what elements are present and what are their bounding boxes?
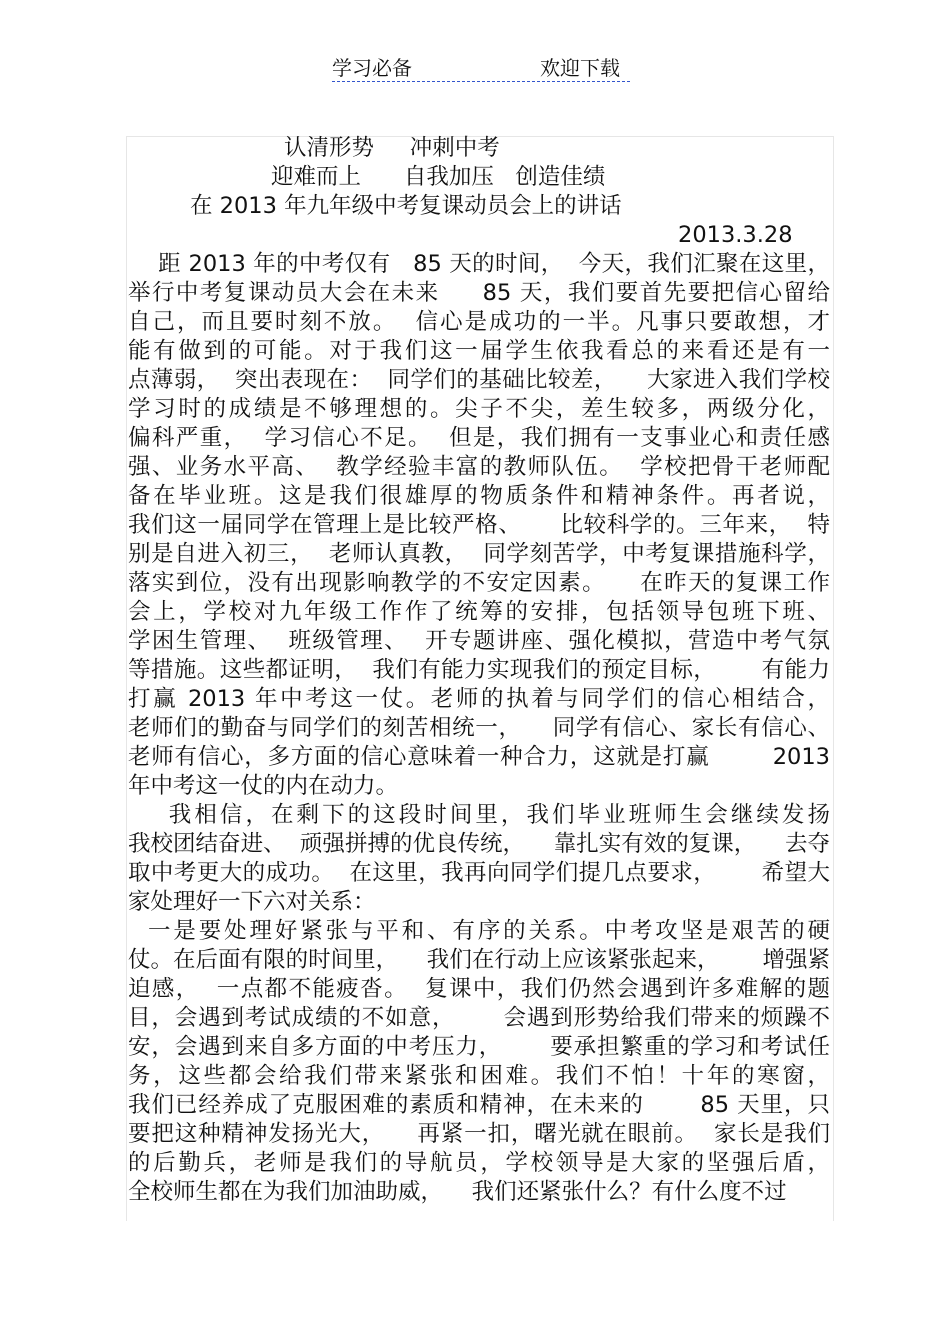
page-header (332, 54, 630, 84)
paragraph-line: 年中考这一仗的内在动力。 (128, 773, 399, 799)
paragraph-line: 强、业务水平高、 教学经验丰富的教师队伍。 学校把骨干老师配 (128, 454, 830, 480)
paragraph-line: 我们这一届同学在管理上是比较严格、 比较科学的。三年来， 特 (128, 512, 830, 538)
paragraph-line: 学困生管理、 班级管理、 开专题讲座、强化模拟，营造中考气氛 (128, 628, 830, 654)
header-left-text: 学习必备 (332, 56, 412, 80)
header-dashed-rule (332, 81, 630, 82)
paragraph-line: 我相信，在剩下的这段时间里，我们毕业班师生会继续发扬 (128, 802, 830, 828)
paragraph-line: 点薄弱， 突出表现在： 同学们的基础比较差， 大家进入我们学校 (128, 367, 830, 393)
paragraph-line: 老师有信心，多方面的信心意味着一种合力，这就是打赢 2013 (128, 744, 830, 770)
paragraph-line: 我校团结奋进、 顽强拼搏的优良传统， 靠扎实有效的复课， 去夺 (128, 831, 830, 857)
paragraph-line: 我们已经养成了克服困难的素质和精神，在未来的 85 天里，只 (128, 1092, 830, 1118)
paragraph-1 (128, 250, 830, 801)
paragraph-line: 目，会遇到考试成绩的不如意， 会遇到形势给我们带来的烦躁不 (128, 1005, 830, 1031)
speech-date: 2013.3.28 (678, 222, 793, 248)
paragraph-line: 等措施。这些都证明， 我们有能力实现我们的预定目标， 有能力 (128, 657, 830, 683)
paragraph-line: 备在毕业班。这是我们很雄厚的物质条件和精神条件。再者说， (128, 483, 830, 509)
paragraph-line: 务，这些都会给我们带来紧张和困难。我们不怕！十年的寒窗， (128, 1063, 830, 1089)
paragraph-line: 老师们的勤奋与同学们的刻苦相统一， 同学有信心、家长有信心、 (128, 715, 830, 741)
paragraph-line: 打赢 2013 年中考这一仗。老师的执着与同学们的信心相结合， (128, 686, 830, 712)
title-line-3: 在 2013 年九年级中考复课动员会上的讲话 (190, 193, 622, 219)
paragraph-line: 要把这种精神发扬光大， 再紧一扣，曙光就在眼前。 家长是我们 (128, 1121, 830, 1147)
paragraph-line: 举行中考复课动员大会在未来 85 天，我们要首先要把信心留给 (128, 280, 830, 306)
paragraph-3 (128, 917, 830, 1207)
paragraph-line: 安，会遇到来自多方面的中考压力， 要承担繁重的学习和考试任 (128, 1034, 830, 1060)
paragraph-line: 的后勤兵，老师是我们的导航员，学校领导是大家的坚强后盾， (128, 1150, 830, 1176)
paragraph-line: 仗。在后面有限的时间里， 我们在行动上应该紧张起来， 增强紧 (128, 947, 830, 973)
paragraph-line: 偏科严重， 学习信心不足。 但是，我们拥有一支事业心和责任感 (128, 425, 830, 451)
paragraph-line: 一是要处理好紧张与平和、有序的关系。中考攻坚是艰苦的硬 (128, 918, 830, 944)
paragraph-line: 落实到位，没有出现影响教学的不安定因素。 在昨天的复课工作 (128, 570, 830, 596)
paragraph-line: 自己，而且要时刻不放。 信心是成功的一半。凡事只要敢想，才 (128, 309, 830, 335)
paragraph-line: 能有做到的可能。对于我们这一届学生依我看总的来看还是有一 (128, 338, 830, 364)
paragraph-line: 别是自进入初三， 老师认真教， 同学刻苦学，中考复课措施科学， (128, 541, 830, 567)
paragraph-line: 学习时的成绩是不够理想的。尖子不尖，差生较多，两级分化， (128, 396, 830, 422)
paragraph-line: 迫感， 一点都不能疲沓。 复课中，我们仍然会遇到许多难解的题 (128, 976, 830, 1002)
paragraph-2 (128, 801, 830, 917)
document-body (128, 134, 830, 1207)
paragraph-line: 会上，学校对九年级工作作了统筹的安排，包括领导包班下班、 (128, 599, 830, 625)
paragraph-line: 全校师生都在为我们加油助威， 我们还紧张什么？有什么度不过 (128, 1179, 787, 1205)
title-line-1: 认清形势 冲刺中考 (284, 135, 500, 161)
paragraph-line: 取中考更大的成功。 在这里，我再向同学们提几点要求， 希望大 (128, 860, 830, 886)
header-right-text: 欢迎下载 (540, 56, 620, 80)
title-line-2: 迎难而上 自我加压 创造佳绩 (271, 164, 606, 190)
paragraph-line: 距 2013 年的中考仅有 85 天的时间， 今天，我们汇聚在这里， (128, 251, 830, 277)
paragraph-line: 家处理好一下六对关系： (128, 889, 376, 915)
